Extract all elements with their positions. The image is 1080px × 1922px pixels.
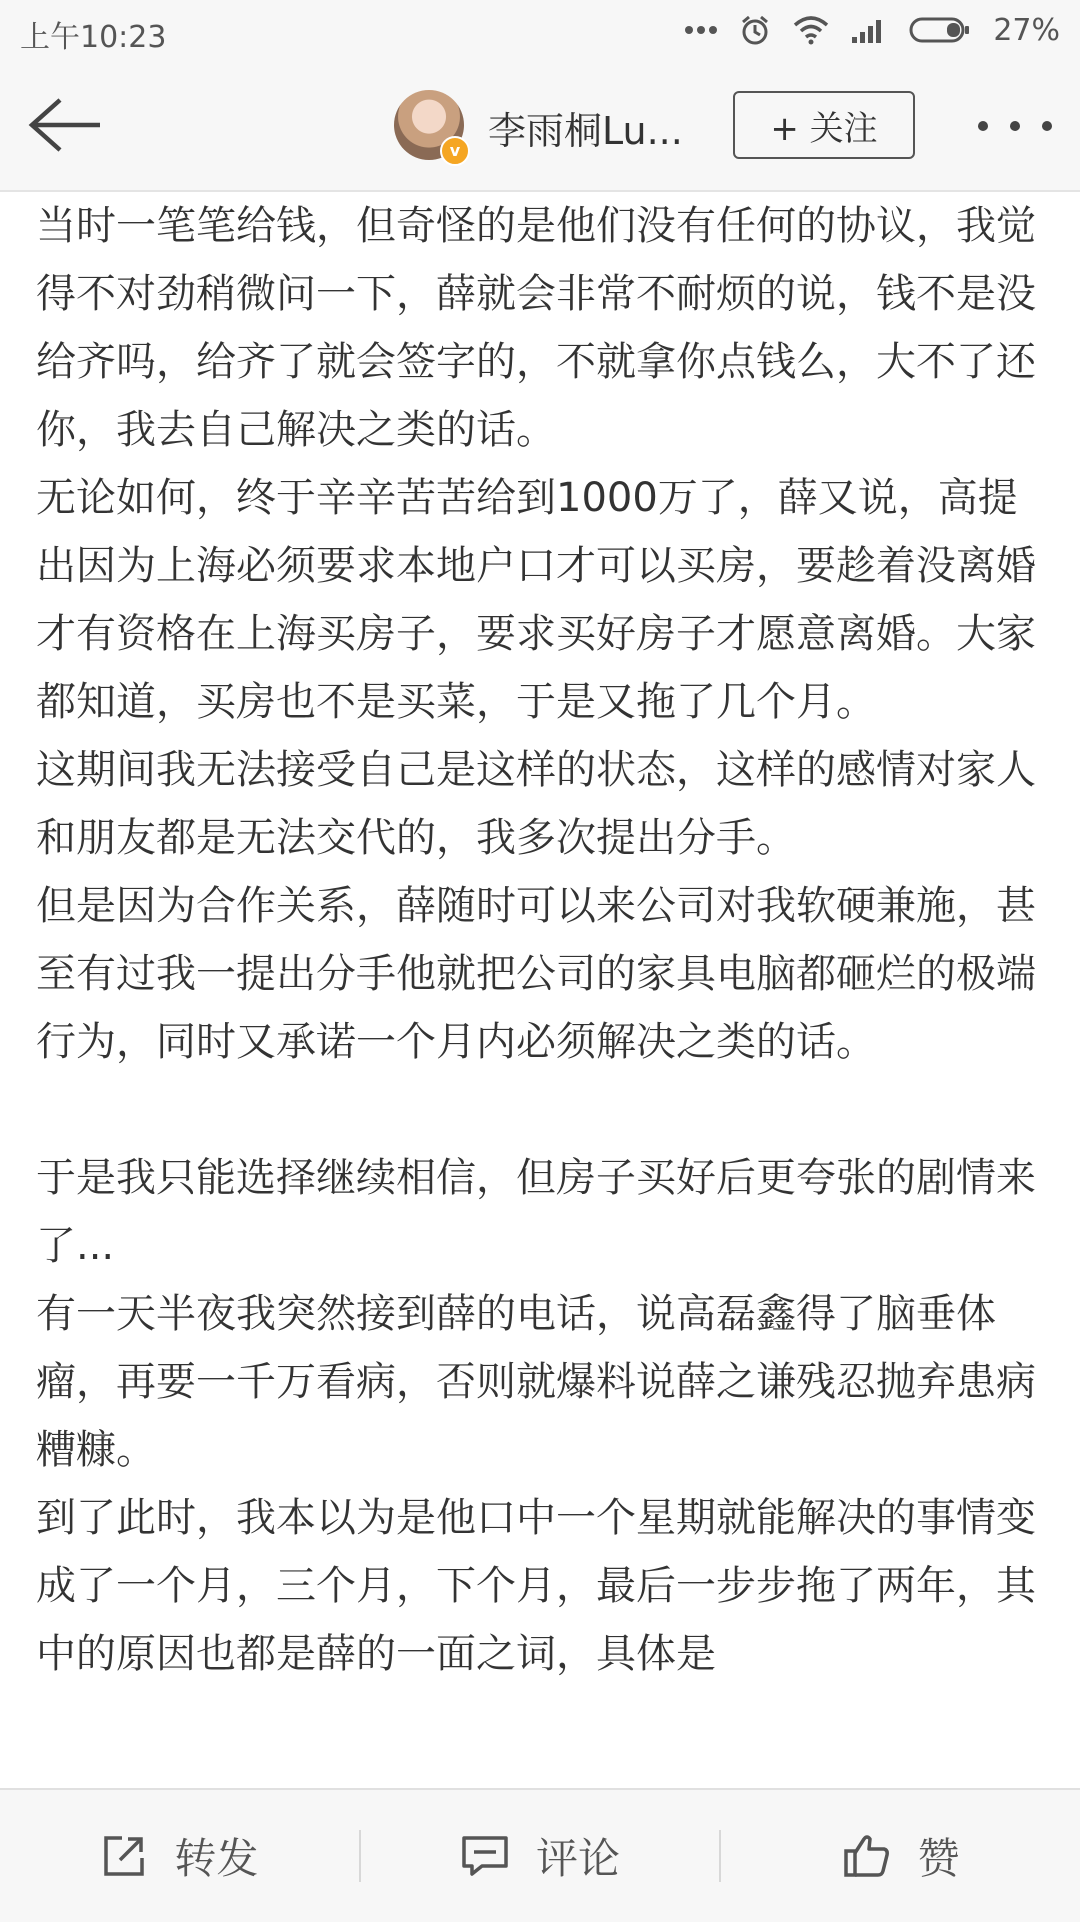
more-dots-icon [685, 25, 717, 35]
post-paragraph-blank [36, 1076, 1046, 1144]
more-icon[interactable] [978, 106, 1052, 146]
like-label: 赞 [917, 1834, 960, 1883]
more-dot [1042, 121, 1052, 131]
follow-button[interactable]: + 关注 [733, 91, 915, 159]
repost-button[interactable] [0, 1790, 359, 1922]
post-paragraph: 于是我只能选择继续相信，但房子买好后更夸张的剧情来了... [36, 1155, 1036, 1269]
back-arrow-icon [26, 92, 106, 158]
thumbs-up-icon [842, 1831, 892, 1881]
signal-icon [851, 15, 887, 45]
post-paragraph: 当时一笔笔给钱，但奇怪的是他们没有任何的协议，我觉得不对劲稍微问一下，薛就会非常不耐烦的说，钱不是没给齐吗，给齐了就会签字的，不就拿你点钱么，大不了还你，我去自己解决之类的话。 [36, 203, 1036, 453]
alarm-icon [739, 14, 771, 46]
status-icons [685, 10, 1060, 50]
status-bar [0, 0, 1080, 62]
repost-label: 转发 [174, 1834, 259, 1883]
comment-label: 评论 [536, 1834, 621, 1883]
battery-icon [909, 15, 971, 45]
comment-button[interactable] [361, 1790, 720, 1922]
post-paragraph: 到了此时，我本以为是他口中一个星期就能解决的事情变成了一个月，三个月，下个月，最后一步步拖了两年，其中的原因也都是薛的一面之词，具体是 [36, 1495, 1036, 1677]
post-paragraph: 但是因为合作关系，薛随时可以来公司对我软硬兼施，甚至有过我一提出分手他就把公司的家具电脑都砸烂的极端行为，同时又承诺一个月内必须解决之类的话。 [36, 883, 1036, 1065]
more-dot [978, 121, 988, 131]
verified-badge-icon: v [440, 136, 470, 166]
post-paragraph: 这期间我无法接受自己是这样的状态，这样的感情对家人和朋友都是无法交代的，我多次提出分手。 [36, 747, 1036, 861]
status-time: 上午10:23 [20, 20, 167, 55]
comment-icon [460, 1832, 510, 1880]
back-button[interactable] [26, 92, 106, 158]
nav-bar [0, 62, 1080, 192]
post-paragraph: 无论如何，终于辛辛苦苦给到1000万了，薛又说，高提出因为上海必须要求本地户口才可以买房，要趁着没离婚才有资格在上海买房子，要求买好房子才愿意离婚。大家都知道，买房也不是买菜，于是又拖了几个月。 [36, 475, 1036, 725]
user-name[interactable]: 李雨桐Lu... [488, 109, 683, 153]
wifi-icon [793, 15, 829, 45]
battery-percent: 27% [993, 12, 1060, 48]
bottom-action-bar [0, 1788, 1080, 1922]
post-content [36, 192, 1046, 1788]
repost-icon [100, 1832, 148, 1880]
post-paragraph: 有一天半夜我突然接到薛的电话，说高磊鑫得了脑垂体瘤，再要一千万看病，否则就爆料说薛之谦残忍抛弃患病糟糠。 [36, 1291, 1036, 1473]
like-button[interactable] [721, 1790, 1080, 1922]
more-dot [1010, 121, 1020, 131]
